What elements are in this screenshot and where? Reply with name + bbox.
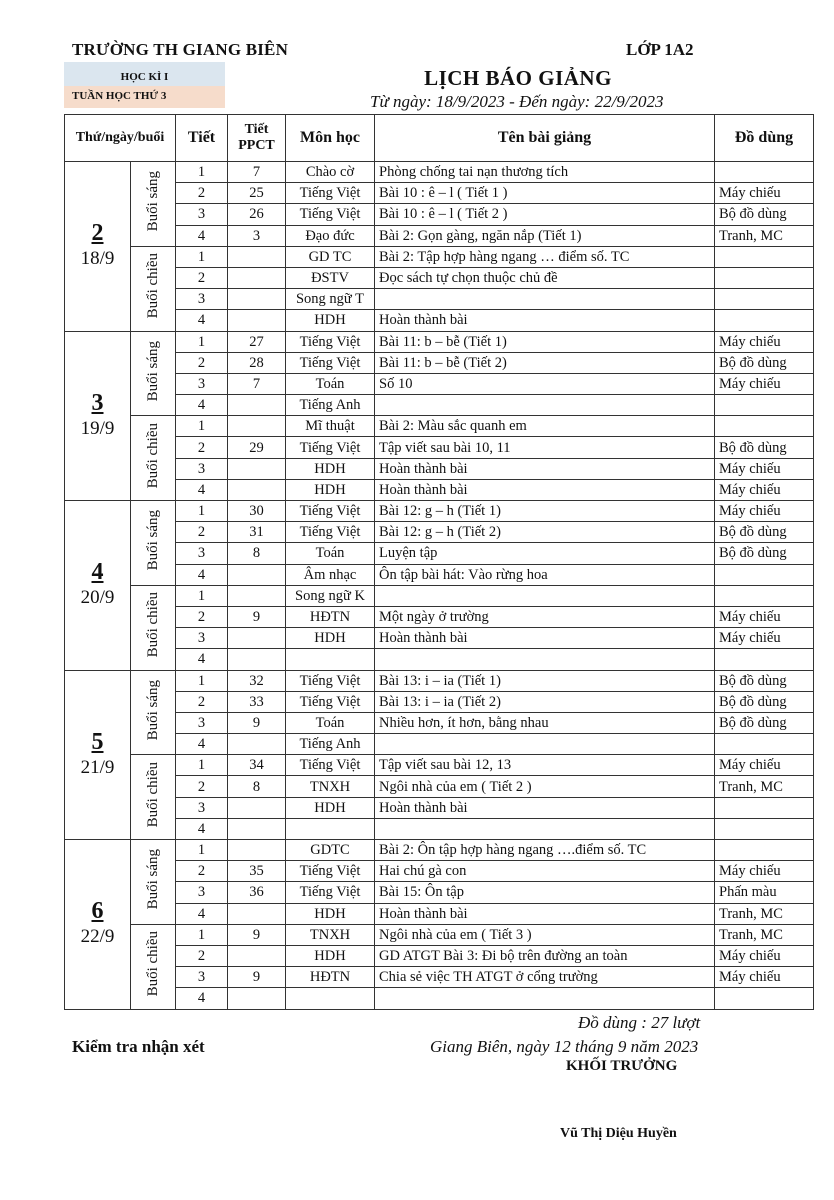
subject-cell: Tiếng Việt <box>286 437 375 458</box>
equipment-cell: Phấn màu <box>715 882 814 903</box>
ppct-cell <box>228 289 286 310</box>
lesson-cell: Đọc sách tự chọn thuộc chủ đề <box>375 267 715 288</box>
subject-cell: Chào cờ <box>286 162 375 183</box>
equipment-cell <box>715 162 814 183</box>
signer-name: Vũ Thị Diệu Huyền <box>560 1126 677 1141</box>
ppct-cell: 31 <box>228 522 286 543</box>
session-label: Buổi chiều <box>145 422 161 489</box>
session-cell <box>131 670 176 755</box>
table-row <box>65 458 814 479</box>
period-cell: 3 <box>176 543 228 564</box>
ppct-cell <box>228 458 286 479</box>
day-cell <box>65 840 131 1010</box>
lesson-cell: Hai chú gà con <box>375 861 715 882</box>
equipment-cell: Tranh, MC <box>715 225 814 246</box>
equipment-cell: Máy chiếu <box>715 755 814 776</box>
equipment-cell <box>715 395 814 416</box>
period-cell: 3 <box>176 289 228 310</box>
ppct-cell: 3 <box>228 225 286 246</box>
ppct-cell: 25 <box>228 183 286 204</box>
lesson-cell: Bài 11: b – bễ (Tiết 2) <box>375 352 715 373</box>
period-cell: 4 <box>176 395 228 416</box>
table-row <box>65 352 814 373</box>
equipment-cell: Tranh, MC <box>715 903 814 924</box>
period-cell: 4 <box>176 818 228 839</box>
ppct-cell: 8 <box>228 543 286 564</box>
table-row <box>65 416 814 437</box>
equipment-cell: Bộ đồ dùng <box>715 670 814 691</box>
period-cell: 3 <box>176 712 228 733</box>
date-range: Từ ngày: 18/9/2023 - Đến ngày: 22/9/2023 <box>370 92 664 111</box>
equipment-cell: Máy chiếu <box>715 945 814 966</box>
ppct-cell <box>228 903 286 924</box>
ppct-cell <box>228 840 286 861</box>
ppct-cell: 32 <box>228 670 286 691</box>
equipment-cell <box>715 246 814 267</box>
period-cell: 3 <box>176 882 228 903</box>
lesson-cell: Nhiều hơn, ít hơn, bằng nhau <box>375 712 715 733</box>
session-label: Buổi chiều <box>145 931 161 997</box>
session-label: Buổi sáng <box>145 171 161 232</box>
lesson-cell: Bài 11: b – bễ (Tiết 1) <box>375 331 715 352</box>
lesson-cell: Bài 10 : ê – l ( Tiết 2 ) <box>375 204 715 225</box>
table-row <box>65 183 814 204</box>
period-cell: 2 <box>176 437 228 458</box>
subject-cell: Mĩ thuật <box>286 416 375 437</box>
lesson-cell: Ôn tập bài hát: Vào rừng hoa <box>375 564 715 585</box>
period-cell: 2 <box>176 861 228 882</box>
session-label: Buổi sáng <box>145 340 161 402</box>
equipment-cell: Máy chiếu <box>715 861 814 882</box>
lesson-cell <box>375 585 715 606</box>
subject-cell: HDH <box>286 945 375 966</box>
session-label: Buổi sáng <box>145 510 161 571</box>
period-cell: 2 <box>176 606 228 627</box>
col-header-subject: Môn học <box>286 115 375 162</box>
day-date: 21/9 <box>80 756 115 778</box>
session-label: Buổi chiều <box>145 592 161 658</box>
day-number: 3 <box>91 389 104 416</box>
lesson-cell: Bài 13: i – ia (Tiết 2) <box>375 691 715 712</box>
day-number: 5 <box>91 728 104 755</box>
lesson-cell <box>375 289 715 310</box>
equipment-cell: Bộ đồ dùng <box>715 437 814 458</box>
period-cell: 2 <box>176 352 228 373</box>
equipment-count: Đồ dùng : 27 lượt <box>578 1013 701 1032</box>
equipment-cell <box>715 840 814 861</box>
subject-cell: Toán <box>286 373 375 394</box>
subject-cell: ĐSTV <box>286 267 375 288</box>
equipment-cell: Bộ đồ dùng <box>715 543 814 564</box>
period-cell: 3 <box>176 373 228 394</box>
table-row <box>65 628 814 649</box>
ppct-cell: 36 <box>228 882 286 903</box>
table-row <box>65 712 814 733</box>
session-label: Buổi chiều <box>145 253 161 319</box>
subject-cell: Tiếng Việt <box>286 522 375 543</box>
table-row <box>65 691 814 712</box>
equipment-cell: Máy chiếu <box>715 967 814 988</box>
ppct-cell <box>228 988 286 1009</box>
equipment-cell: Máy chiếu <box>715 479 814 500</box>
day-number: 6 <box>91 898 104 925</box>
period-cell: 1 <box>176 924 228 945</box>
period-cell: 4 <box>176 225 228 246</box>
period-cell: 3 <box>176 967 228 988</box>
class-name: LỚP 1A2 <box>626 40 694 59</box>
table-row <box>65 373 814 394</box>
table-row <box>65 479 814 500</box>
equipment-cell: Bộ đồ dùng <box>715 691 814 712</box>
period-cell: 4 <box>176 903 228 924</box>
table-row <box>65 988 814 1009</box>
table-row <box>65 204 814 225</box>
table-row <box>65 162 814 183</box>
ppct-cell: 9 <box>228 967 286 988</box>
lesson-cell: Hoàn thành bài <box>375 310 715 331</box>
lesson-cell: Hoàn thành bài <box>375 458 715 479</box>
col-header-day: Thứ/ngày/buổi <box>65 115 176 162</box>
lesson-cell: Bài 13: i – ia (Tiết 1) <box>375 670 715 691</box>
session-label: Buổi sáng <box>145 679 161 741</box>
subject-cell: Tiếng Việt <box>286 670 375 691</box>
ppct-cell <box>228 628 286 649</box>
table-row <box>65 310 814 331</box>
lesson-cell: Chia sẻ việc TH ATGT ở cổng trường <box>375 967 715 988</box>
subject-cell: HDH <box>286 628 375 649</box>
lesson-cell: Hoàn thành bài <box>375 479 715 500</box>
day-cell <box>65 162 131 332</box>
period-cell: 1 <box>176 416 228 437</box>
day-cell <box>65 670 131 840</box>
lesson-cell: Bài 2: Màu sắc quanh em <box>375 416 715 437</box>
day-cell <box>65 501 131 671</box>
lesson-cell: Bài 2: Ôn tập hợp hàng ngang ….điểm số. TC <box>375 840 715 861</box>
lesson-cell <box>375 988 715 1009</box>
table-row <box>65 246 814 267</box>
session-cell <box>131 840 176 925</box>
period-cell: 4 <box>176 734 228 755</box>
subject-cell: Toán <box>286 712 375 733</box>
table-row <box>65 606 814 627</box>
equipment-cell: Máy chiếu <box>715 458 814 479</box>
equipment-cell: Máy chiếu <box>715 606 814 627</box>
period-cell: 1 <box>176 162 228 183</box>
ppct-cell: 35 <box>228 861 286 882</box>
lesson-cell: Hoàn thành bài <box>375 903 715 924</box>
period-cell: 3 <box>176 458 228 479</box>
period-cell: 2 <box>176 691 228 712</box>
subject-cell: TNXH <box>286 924 375 945</box>
lesson-cell: Một ngày ở trường <box>375 606 715 627</box>
lesson-cell: Bài 2: Gọn gàng, ngăn nắp (Tiết 1) <box>375 225 715 246</box>
subject-cell: Song ngữ T <box>286 289 375 310</box>
equipment-cell <box>715 289 814 310</box>
subject-cell: Tiếng Việt <box>286 882 375 903</box>
ppct-cell <box>228 797 286 818</box>
equipment-cell: Máy chiếu <box>715 183 814 204</box>
subject-cell: HDH <box>286 310 375 331</box>
equipment-cell: Bộ đồ dùng <box>715 522 814 543</box>
table-row <box>65 564 814 585</box>
equipment-cell: Tranh, MC <box>715 776 814 797</box>
schedule-table <box>64 114 814 1010</box>
table-row <box>65 225 814 246</box>
equipment-cell <box>715 310 814 331</box>
table-row <box>65 967 814 988</box>
day-date: 18/9 <box>80 248 115 270</box>
ppct-cell: 9 <box>228 924 286 945</box>
subject-cell <box>286 649 375 670</box>
ppct-cell <box>228 416 286 437</box>
period-cell: 1 <box>176 501 228 522</box>
table-row <box>65 543 814 564</box>
ppct-cell <box>228 945 286 966</box>
subject-cell: HĐTN <box>286 967 375 988</box>
session-cell <box>131 755 176 840</box>
period-cell: 4 <box>176 479 228 500</box>
subject-cell: TNXH <box>286 776 375 797</box>
session-cell <box>131 585 176 670</box>
equipment-cell: Bộ đồ dùng <box>715 352 814 373</box>
subject-cell: GD TC <box>286 246 375 267</box>
subject-cell: Tiếng Việt <box>286 501 375 522</box>
col-header-period: Tiết <box>176 115 228 162</box>
lesson-cell <box>375 734 715 755</box>
table-row <box>65 797 814 818</box>
equipment-cell <box>715 818 814 839</box>
review-label: Kiểm tra nhận xét <box>72 1037 205 1056</box>
subject-cell: Tiếng Việt <box>286 331 375 352</box>
session-label: Buổi chiều <box>145 761 161 828</box>
table-row <box>65 903 814 924</box>
day-date: 19/9 <box>80 417 115 439</box>
subject-cell: Toán <box>286 543 375 564</box>
semester-label: HỌC KÌ I <box>64 62 225 86</box>
ppct-cell: 9 <box>228 606 286 627</box>
equipment-cell <box>715 564 814 585</box>
table-row <box>65 861 814 882</box>
table-row <box>65 924 814 945</box>
subject-cell: Tiếng Việt <box>286 755 375 776</box>
period-cell: 2 <box>176 945 228 966</box>
table-row <box>65 776 814 797</box>
equipment-cell: Bộ đồ dùng <box>715 204 814 225</box>
subject-cell: HDH <box>286 458 375 479</box>
ppct-cell <box>228 734 286 755</box>
lesson-cell: Hoàn thành bài <box>375 628 715 649</box>
lesson-cell: Bài 15: Ôn tập <box>375 882 715 903</box>
session-cell <box>131 501 176 586</box>
period-cell: 2 <box>176 776 228 797</box>
ppct-cell: 26 <box>228 204 286 225</box>
day-number: 4 <box>91 559 104 586</box>
period-cell: 1 <box>176 585 228 606</box>
session-cell <box>131 246 176 331</box>
equipment-cell <box>715 267 814 288</box>
session-cell <box>131 924 176 1009</box>
lesson-cell <box>375 395 715 416</box>
table-row <box>65 395 814 416</box>
day-cell <box>65 331 131 501</box>
equipment-cell <box>715 988 814 1009</box>
lesson-cell: GD ATGT Bài 3: Đi bộ trên đường an toàn <box>375 945 715 966</box>
period-cell: 1 <box>176 840 228 861</box>
ppct-cell <box>228 267 286 288</box>
period-cell: 2 <box>176 522 228 543</box>
ppct-cell: 28 <box>228 352 286 373</box>
table-row <box>65 945 814 966</box>
equipment-cell: Bộ đồ dùng <box>715 712 814 733</box>
ppct-cell <box>228 649 286 670</box>
ppct-cell <box>228 246 286 267</box>
period-cell: 2 <box>176 267 228 288</box>
ppct-cell: 7 <box>228 162 286 183</box>
lesson-cell: Hoàn thành bài <box>375 797 715 818</box>
col-header-ppct: Tiết PPCT <box>228 115 286 162</box>
subject-cell: Đạo đức <box>286 225 375 246</box>
subject-cell: Tiếng Việt <box>286 691 375 712</box>
session-cell <box>131 162 176 247</box>
lesson-cell: Luyện tập <box>375 543 715 564</box>
col-header-lesson: Tên bài giảng <box>375 115 715 162</box>
ppct-cell <box>228 310 286 331</box>
subject-cell <box>286 988 375 1009</box>
subject-cell: Tiếng Việt <box>286 183 375 204</box>
table-row <box>65 840 814 861</box>
equipment-cell <box>715 416 814 437</box>
ppct-cell <box>228 585 286 606</box>
day-number: 2 <box>91 220 104 247</box>
ppct-cell <box>228 564 286 585</box>
subject-cell: GDTC <box>286 840 375 861</box>
period-cell: 1 <box>176 246 228 267</box>
equipment-cell: Tranh, MC <box>715 924 814 945</box>
subject-cell <box>286 818 375 839</box>
lesson-cell: Bài 10 : ê – l ( Tiết 1 ) <box>375 183 715 204</box>
schedule-body <box>65 162 814 1010</box>
lesson-cell: Ngôi nhà của em ( Tiết 3 ) <box>375 924 715 945</box>
table-row <box>65 522 814 543</box>
subject-cell: Tiếng Anh <box>286 395 375 416</box>
table-row <box>65 649 814 670</box>
table-row <box>65 585 814 606</box>
period-cell: 4 <box>176 310 228 331</box>
session-cell <box>131 331 176 416</box>
subject-cell: Song ngữ K <box>286 585 375 606</box>
table-row <box>65 501 814 522</box>
period-cell: 4 <box>176 988 228 1009</box>
equipment-cell: Máy chiếu <box>715 628 814 649</box>
ppct-cell: 27 <box>228 331 286 352</box>
session-cell <box>131 416 176 501</box>
period-cell: 3 <box>176 797 228 818</box>
table-row <box>65 670 814 691</box>
lesson-cell <box>375 649 715 670</box>
head-title: KHỐI TRƯỞNG <box>566 1058 678 1074</box>
period-cell: 2 <box>176 183 228 204</box>
table-row <box>65 755 814 776</box>
lesson-cell: Tập viết sau bài 10, 11 <box>375 437 715 458</box>
subject-cell: Tiếng Việt <box>286 352 375 373</box>
session-label: Buổi sáng <box>145 849 161 910</box>
subject-cell: Tiếng Anh <box>286 734 375 755</box>
ppct-cell: 30 <box>228 501 286 522</box>
lesson-cell: Số 10 <box>375 373 715 394</box>
place-date: Giang Biên, ngày 12 tháng 9 năm 2023 <box>430 1037 699 1056</box>
table-row <box>65 267 814 288</box>
subject-cell: Tiếng Việt <box>286 861 375 882</box>
ppct-cell: 29 <box>228 437 286 458</box>
period-cell: 1 <box>176 670 228 691</box>
subject-cell: Âm nhạc <box>286 564 375 585</box>
lesson-cell: Bài 12: g – h (Tiết 2) <box>375 522 715 543</box>
ppct-cell: 8 <box>228 776 286 797</box>
subject-cell: HDH <box>286 479 375 500</box>
period-cell: 1 <box>176 331 228 352</box>
lesson-cell: Phòng chống tai nạn thương tích <box>375 162 715 183</box>
ppct-cell: 34 <box>228 755 286 776</box>
ppct-cell: 7 <box>228 373 286 394</box>
equipment-cell <box>715 797 814 818</box>
period-cell: 4 <box>176 564 228 585</box>
table-row <box>65 437 814 458</box>
ppct-cell <box>228 479 286 500</box>
col-header-equipment: Đồ dùng <box>715 115 814 162</box>
table-row <box>65 882 814 903</box>
ppct-cell <box>228 395 286 416</box>
ppct-cell <box>228 818 286 839</box>
school-name: TRƯỜNG TH GIANG BIÊN <box>72 40 289 59</box>
equipment-cell: Máy chiếu <box>715 331 814 352</box>
equipment-cell: Máy chiếu <box>715 373 814 394</box>
week-label: TUẦN HỌC THỨ 3 <box>64 86 225 108</box>
table-row <box>65 331 814 352</box>
equipment-cell <box>715 649 814 670</box>
period-cell: 1 <box>176 755 228 776</box>
lesson-cell: Tập viết sau bài 12, 13 <box>375 755 715 776</box>
equipment-cell: Máy chiếu <box>715 501 814 522</box>
subject-cell: HĐTN <box>286 606 375 627</box>
lesson-cell <box>375 818 715 839</box>
lesson-cell: Ngôi nhà của em ( Tiết 2 ) <box>375 776 715 797</box>
table-row <box>65 734 814 755</box>
equipment-cell <box>715 585 814 606</box>
day-date: 20/9 <box>80 587 115 609</box>
lesson-cell: Bài 12: g – h (Tiết 1) <box>375 501 715 522</box>
subject-cell: Tiếng Việt <box>286 204 375 225</box>
subject-cell: HDH <box>286 903 375 924</box>
document-title: LỊCH BÁO GIẢNG <box>424 66 612 90</box>
ppct-cell: 33 <box>228 691 286 712</box>
period-cell: 3 <box>176 204 228 225</box>
table-row <box>65 289 814 310</box>
period-cell: 3 <box>176 628 228 649</box>
table-row <box>65 818 814 839</box>
lesson-cell: Bài 2: Tập hợp hàng ngang … điểm số. TC <box>375 246 715 267</box>
ppct-cell: 9 <box>228 712 286 733</box>
day-date: 22/9 <box>80 926 115 948</box>
period-cell: 4 <box>176 649 228 670</box>
subject-cell: HDH <box>286 797 375 818</box>
header-row <box>65 115 814 162</box>
equipment-cell <box>715 734 814 755</box>
